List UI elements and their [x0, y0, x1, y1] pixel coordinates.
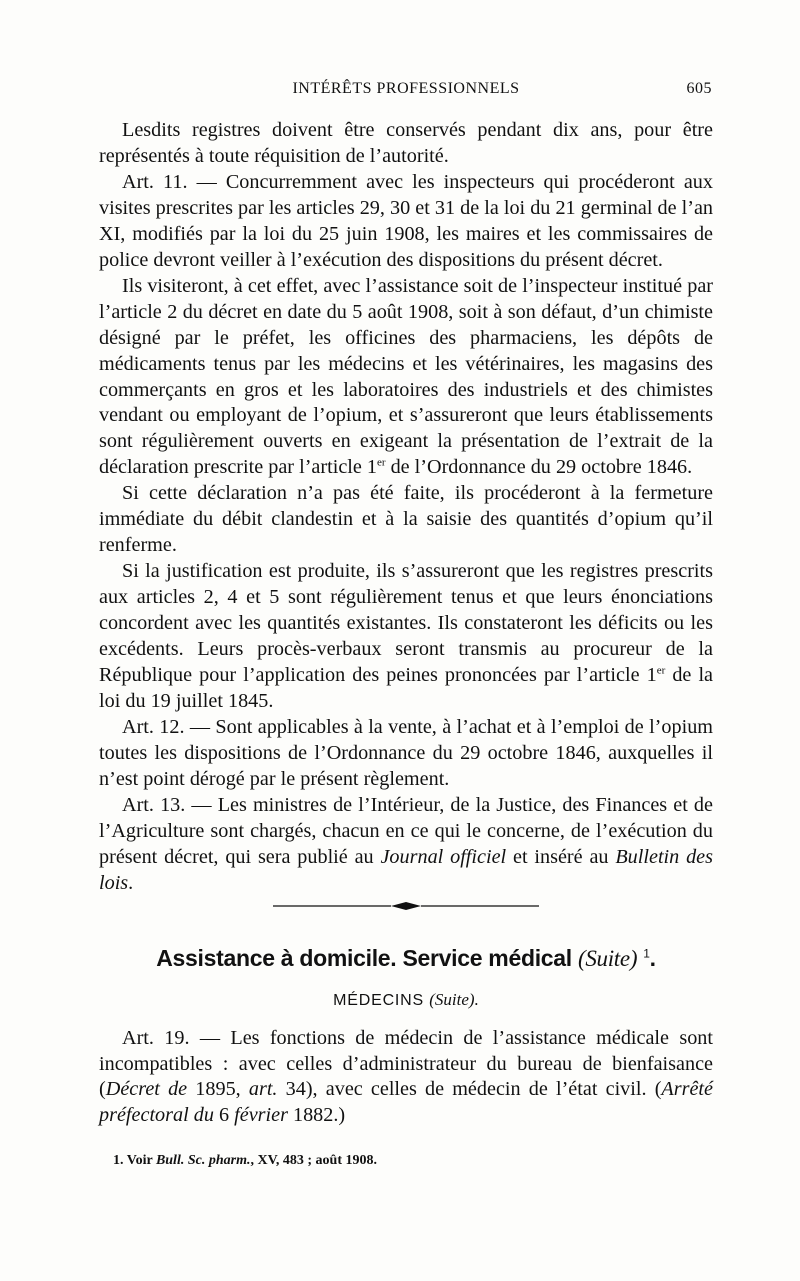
footnote-voir: Voir — [123, 1153, 156, 1168]
ordinal-superscript: er — [656, 664, 666, 677]
page-number: 605 — [686, 80, 712, 97]
footnote-journal: Bull. Sc. pharm. — [155, 1153, 251, 1168]
footnote-number: 1. — [113, 1153, 124, 1168]
art-19-text-before: Art. 19. — Les fonctions de médecin de l’assistance médicale sont incompatibles : avec celles d’administrateur du bureau de bienfaisance ( — [99, 1027, 713, 1100]
section-title-suite: Suite — [585, 946, 630, 971]
paragraph-art-13 — [99, 793, 713, 897]
art-label: art. — [248, 1078, 278, 1100]
section-title-paren-close: ) — [629, 946, 638, 971]
decret-label: Décret de — [105, 1078, 188, 1100]
paragraph-justification: Si la justification est produite, ils s’assureront que les registres prescrits aux articles 2, 4 et 5 sont régulièrement tenus et que leurs énonciations concordent avec les quantités existantes. Ils constateront les déficits ou les excédents. Leurs procès-verbaux seront transmis au procureur de la République pour l’application des peines prononcées par l’article 1er de la loi du 19 juillet 1845. — [99, 560, 714, 712]
paragraph-visites-text: Ils visiteront, à cet effet, avec l’assistance soit de l’inspecteur institué par l’article 2 du décret en date du 5 août 1908, soit à son défaut, d’un chimiste désigné par le préfet, les officines des pharmaciens, les dépôts de médicaments tenus par les médecins et les vétérinaires, les magasins des commerçants en gros et les laboratoires des industriels et des chimistes vendant ou employant de l’opium, et s’assureront que leurs établissements sont régulièrement ouverts en exigeant la présentation de l’extrait de la déclaration prescrite par l’article 1er de l’Ordonnance du 29 octobre 1846. — [99, 274, 713, 479]
decret-year: 1895, — [187, 1078, 249, 1100]
footnote-reference[interactable]: 1 — [643, 946, 650, 961]
journal-officiel: Journal officiel — [380, 845, 507, 868]
footnote — [113, 1153, 713, 1169]
section-title-text: Assistance à domicile. Service médical — [156, 945, 578, 971]
section-divider-ornament — [273, 899, 539, 913]
art-13-text-middle: et inséré au — [506, 845, 616, 868]
bulletin-des-lois: Bulletin des lois — [99, 845, 714, 894]
arrete-day: 6 — [213, 1103, 235, 1126]
art-num: 34), avec celles de médecin de l’état civil. ( — [277, 1078, 662, 1100]
subsection-paren-open: ( — [429, 990, 435, 1009]
page-header — [100, 80, 712, 98]
subsection-suite: Suite — [434, 990, 469, 1009]
running-head: INTÉRÊTS PROFESSIONNELS — [292, 80, 520, 97]
paragraph-declaration: Si cette déclaration n’a pas été faite, ils procéderont à la fermeture immédiate du débit clandestin et à la saisie des quantités d’opium qu’il renferme. — [99, 482, 713, 557]
paragraph-visites — [99, 274, 713, 482]
section-title — [100, 945, 712, 972]
arrete-year: 1882.) — [287, 1103, 346, 1126]
ordinal-superscript: er — [376, 456, 386, 469]
section-title-end: . — [649, 945, 656, 971]
section-title-paren-open: ( — [577, 946, 586, 971]
subsection-label: MÉDECINS — [333, 992, 430, 1009]
art-13-text-after: . — [128, 871, 134, 894]
body-text-art-19 — [99, 1026, 713, 1128]
body-text — [99, 118, 713, 897]
subsection-paren-close: ). — [468, 990, 479, 1009]
paragraph-art-12: Art. 12. — Sont applicables à la vente, à l’achat et à l’emploi de l’opium toutes les dispositions de l’Ordonnance du 29 octobre 1846, auxquelles il n’est point dérogé par le présent règlement. — [99, 715, 713, 790]
divider-diamond — [391, 902, 421, 910]
arrete-label: Arrêté préfectoral du — [99, 1078, 713, 1126]
paragraph-registres: Lesdits registres doivent être conservés pendant dix ans, pour être représentés à toute réquisition de l’autorité. — [99, 119, 713, 167]
paragraph-art-11: Art. 11. — Concurremment avec les inspecteurs qui procéderont aux visites prescrites par les articles 29, 30 et 31 de la loi du 21 germinal de l’an XI, modifiés par la loi du 25 juin 1908, les maires et les commissaires de police devront veiller à l’exécution des dispositions du présent décret. — [99, 170, 713, 271]
arrete-month: février — [234, 1103, 288, 1126]
art-13-text-before: Art. 13. — Les ministres de l’Intérieur, de la Justice, des Finances et de l’Agriculture sont chargés, chacun en ce qui le concerne, de l’exécution du présent décret, qui sera publié au — [99, 793, 713, 868]
paragraph-art-19 — [99, 1026, 713, 1128]
subsection-heading — [100, 990, 712, 1010]
footnote-details: , XV, 483 ; août 1908. — [250, 1153, 377, 1168]
